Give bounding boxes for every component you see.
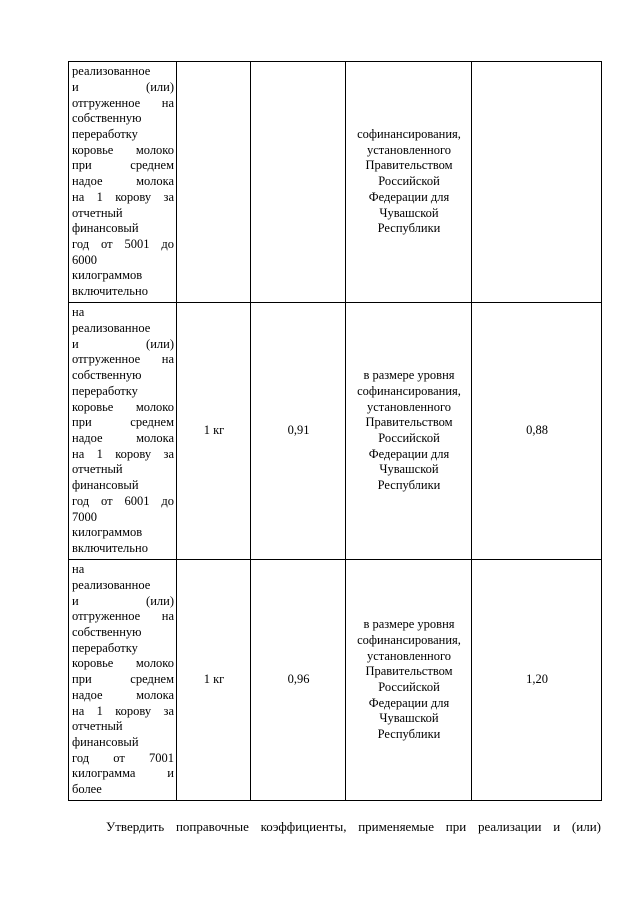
rate-cell	[251, 62, 346, 303]
description-line: финансовый	[72, 478, 139, 493]
rate-cell: 0,96	[251, 560, 346, 801]
description-line: финансовый	[72, 734, 139, 749]
description-line: год от 6001 до	[72, 493, 174, 508]
description-line: надое молока	[72, 174, 174, 189]
description-line: переработку	[72, 127, 138, 142]
cofinancing-note	[346, 560, 472, 801]
coefficient-cell: 1,20	[472, 560, 602, 801]
row-description	[69, 62, 177, 303]
description-line: отгруженное на	[72, 609, 174, 624]
description-line: включительно	[72, 284, 148, 299]
table-row	[69, 560, 602, 801]
note-line: Федерации для	[368, 695, 450, 710]
description-line: килограмма и	[72, 766, 174, 781]
note-line: Чувашской	[379, 462, 439, 477]
unit-cell: 1 кг	[177, 560, 251, 801]
description-line: отгруженное на	[72, 95, 174, 110]
note-line: Российской	[378, 431, 440, 445]
coefficient-cell: 0,88	[472, 303, 602, 560]
description-line: при среднем	[72, 158, 174, 173]
description-line: реализованное	[72, 321, 151, 336]
description-line: килограммов	[72, 525, 143, 540]
note-line: Правительством	[365, 158, 453, 173]
description-line: 7000	[72, 509, 97, 524]
description-line: год от 7001	[72, 750, 174, 765]
description-line: на	[72, 305, 85, 320]
table-row	[69, 62, 602, 303]
description-line: при среднем	[72, 672, 174, 687]
description-line: на 1 корову за	[72, 189, 174, 204]
description-line: на	[72, 562, 85, 577]
row-description	[69, 560, 177, 801]
description-line: 6000	[72, 252, 97, 267]
description-line: коровье молоко	[72, 656, 174, 671]
unit-cell	[177, 62, 251, 303]
description-line: переработку	[72, 640, 138, 655]
description-line: отчетный	[72, 719, 123, 734]
table-row	[69, 303, 602, 560]
note-line: Чувашской	[379, 711, 439, 726]
note-line: Республики	[377, 478, 441, 493]
note-line: в размере уровня	[363, 617, 455, 632]
note-line: Российской	[378, 680, 440, 694]
description-line: при среднем	[72, 415, 174, 430]
note-line: установленного	[366, 648, 452, 663]
description-line: и (или)	[72, 593, 174, 608]
description-line: переработку	[72, 383, 138, 398]
description-line: на 1 корову за	[72, 703, 174, 718]
note-line: Республики	[377, 221, 441, 236]
description-line: собственную	[72, 625, 142, 640]
description-line: надое молока	[72, 431, 174, 445]
description-line: год от 5001 до	[72, 236, 174, 251]
description-line: и (или)	[72, 336, 174, 351]
row-description	[69, 303, 177, 560]
description-line: отгруженное на	[72, 352, 174, 367]
note-line: софинансирования,	[357, 383, 461, 398]
cofinancing-note	[346, 62, 472, 303]
description-line: собственную	[72, 111, 142, 126]
coefficient-cell	[472, 62, 602, 303]
note-line: Российской	[378, 174, 440, 189]
note-line: Правительством	[365, 664, 453, 679]
note-line: установленного	[366, 399, 452, 414]
description-line: реализованное	[72, 577, 151, 592]
subsidy-rates-table	[68, 61, 602, 801]
cofinancing-note	[346, 303, 472, 560]
description-line: реализованное	[72, 64, 151, 79]
description-line: собственную	[72, 368, 142, 383]
description-line: килограммов	[72, 268, 143, 283]
rate-cell: 0,91	[251, 303, 346, 560]
note-line: Федерации для	[368, 189, 450, 204]
note-line: Чувашской	[379, 205, 439, 220]
description-line: финансовый	[72, 221, 139, 236]
note-line: Правительством	[365, 415, 453, 430]
note-line: Республики	[377, 727, 441, 742]
footer-paragraph: Утвердить поправочные коэффициенты, применяемые при реализации и (или)	[106, 819, 601, 834]
description-line: и (или)	[72, 79, 174, 94]
description-line: отчетный	[72, 205, 123, 220]
unit-cell: 1 кг	[177, 303, 251, 560]
description-line: включительно	[72, 540, 148, 555]
description-line: более	[72, 782, 102, 797]
description-line: коровье молоко	[72, 142, 174, 157]
description-line: отчетный	[72, 462, 123, 477]
note-line: софинансирования,	[357, 632, 461, 647]
description-line: надое молока	[72, 687, 174, 702]
note-line: софинансирования,	[357, 127, 461, 142]
description-line: коровье молоко	[72, 399, 174, 414]
note-line: установленного	[366, 142, 452, 157]
description-line: на 1 корову за	[72, 446, 174, 461]
note-line: Федерации для	[368, 446, 450, 461]
note-line: в размере уровня	[363, 368, 455, 383]
